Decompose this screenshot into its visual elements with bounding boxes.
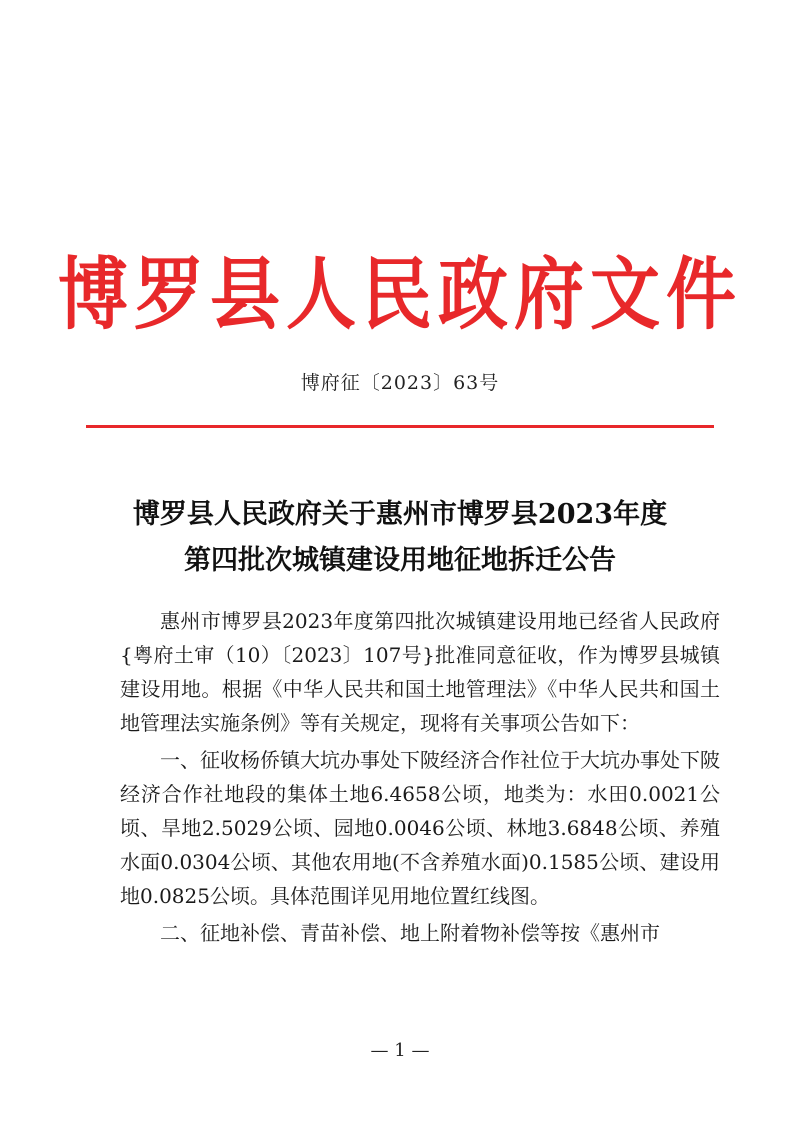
page-number: — 1 — (370, 1040, 430, 1061)
document-number: 博府征〔2023〕63号 (300, 372, 500, 394)
body-paragraph-item-2: 二、征地补偿、青苗补偿、地上附着物补偿等按《惠州市 (160, 921, 660, 945)
announcement-title (60, 492, 740, 584)
body-paragraph-item-1: 一、征收杨侨镇大坑办事处下陂经济合作社位于大坑办事处下陂经济合作社地段的集体土地6.4658公顷，地类为：水田0.0021公顷、旱地2.5029公顷、园地0.0046公顷、林地3.6848公顷、养殖水面0.0304公顷、其他农用地(不含养殖水面)0.1585公顷、建设用地0.0825公顷。具体范围详见用地位置红线图。 (120, 748, 720, 908)
issuing-authority-title: 博罗县人民政府文件 (58, 247, 742, 341)
body-paragraph-intro: 惠州市博罗县2023年度第四批次城镇建设用地已经省人民政府{粤府土审（10）〔2023〕107号}批准同意征收，作为博罗县城镇建设用地。根据《中华人民共和国土地管理法》《中华人民共和国土地管理法实施条例》等有关规定，现将有关事项公告如下： (120, 609, 720, 735)
announcement-body (120, 604, 720, 953)
announcement-title-line-1: 博罗县人民政府关于惠州市博罗县2023年度 (132, 499, 668, 530)
announcement-title-line-2: 第四批次城镇建设用地征地拆迁公告 (184, 545, 616, 576)
red-separator-line (86, 425, 714, 428)
